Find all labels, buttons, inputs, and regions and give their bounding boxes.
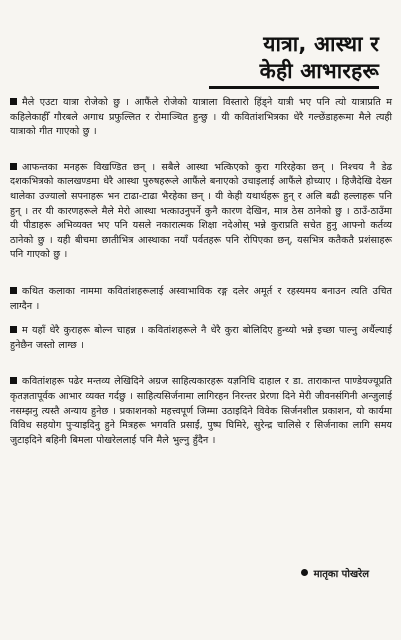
square-bullet-icon [10, 163, 17, 170]
square-bullet-icon [10, 377, 17, 384]
paragraph-2-text: आफन्तका मनहरू विखण्डित छन् । सबैले आस्था भत्किएको कुरा गरिरहेका छन् । निश्चय नै डेढ दशकभित्रको कालखण्डमा धेरै आस्था पुरुषहरूले आफैंले बनाएको उचाइलाई आफैंले होच्याए । हिजैदेखि देख्न थालेका उज्यालो सपनाहरू भन टाढा-टाढा भैरहेका छन् । यी केही यथार्थहरू हुन् र अलि बढी हल्लाहरू पनि हुन् । तर यी कारणहरूले मैले मेरो आस्था भत्काउनुपर्ने कुनै कारण देखिन, मात्र ठेस ठानेको छु । ठाउँ-ठाउँमा यी पीडाहरू अभिव्यक्त भए पनि यसले नकारात्मक शिक्षा नदेओस् भन्ने कुराप्रति सचेत हुनु आफ्नो कर्तव्य ठानेको छु । यही बीचमा छातीभित्र आस्थाका नयाँ पर्वतहरू पनि रोपिएका छन्, यसभित्र कतैकतै प्रशंसाहरू पनि गाएको छु । [10, 161, 392, 261]
round-bullet-icon [301, 569, 308, 576]
paragraph-3-text: कथित कलाका नाममा कवितांशहरूलाई अस्वाभाविक रङ्ग दलेर अमूर्त र रहस्यमय बनाउन त्यति उचित लाग्दैन । [10, 285, 392, 312]
square-bullet-icon [10, 287, 17, 294]
author-signature [301, 568, 369, 582]
paragraph-1 [10, 96, 392, 140]
square-bullet-icon [10, 326, 17, 333]
paragraph-5 [10, 375, 392, 448]
author-name: मातृका पोखरेल [313, 569, 369, 580]
paragraph-5-text: कवितांशहरू पढेर मन्तव्य लेखिदिने अग्रज साहित्यकारहरू यज्ञनिधि दाहाल र डा. ताराकान्त पाण्डेयज्यूप्रति कृतज्ञतापूर्वक आभार व्यक्त गर्दछु । साहित्यसिर्जनामा लागिरहन निरन्तर प्रेरणा दिने मेरी जीवनसंगिनी अन्जुलाई नसम्झनु त्यस्तै अन्याय हुनेछ । प्रकाशनको महत्त्वपूर्ण जिम्मा उठाइदिने विवेक सिर्जनशील प्रकाशन, यो कार्यमा विविध सहयोग पुऱ्याइदिनु हुने मित्रहरू भगवति प्रसाईं, पुष्प घिमिरे, सुरेन्द्र चालिसे र सिर्जनाका लागि समय जुटाइदिने बहिनी बिमला पोखरेललाई पनि मैले भुल्नु हुँदैन । [10, 376, 392, 446]
paragraph-4-text: म यहाँ धेरै कुराहरू बोल्न चाहन्न । कवितांशहरूले नै धेरै कुरा बोलिदिए हुन्थ्यो भन्ने इच्छा पाल्नु अर्थैल्याई हुनेछैन जस्तो लाग्छ । [10, 325, 392, 351]
paragraph-2 [10, 161, 392, 263]
page-title [189, 30, 379, 89]
title-line-1: यात्रा, आस्था र [263, 32, 379, 56]
square-bullet-icon [10, 98, 17, 105]
body-text [10, 96, 392, 458]
paragraph-3 [10, 285, 392, 314]
title-line-2: केही आभारहरू [209, 58, 379, 89]
paragraph-4 [10, 324, 392, 353]
paragraph-1-text: मैले एउटा यात्रा रोजेको छु । आफैंले रोजेको यात्राला विस्तारो हिंड्ने यात्री भए पनि त्यो यात्राप्रति म कहिलेकाहीँ गौरबले अगाध प्रफुल्लित र रोमाञ्चित हुन्छु । यी कवितांशभित्रका धेरै गल्छेंडाहरूमा मैले त्यही यात्राको गीत गाएको छु । [10, 97, 392, 138]
